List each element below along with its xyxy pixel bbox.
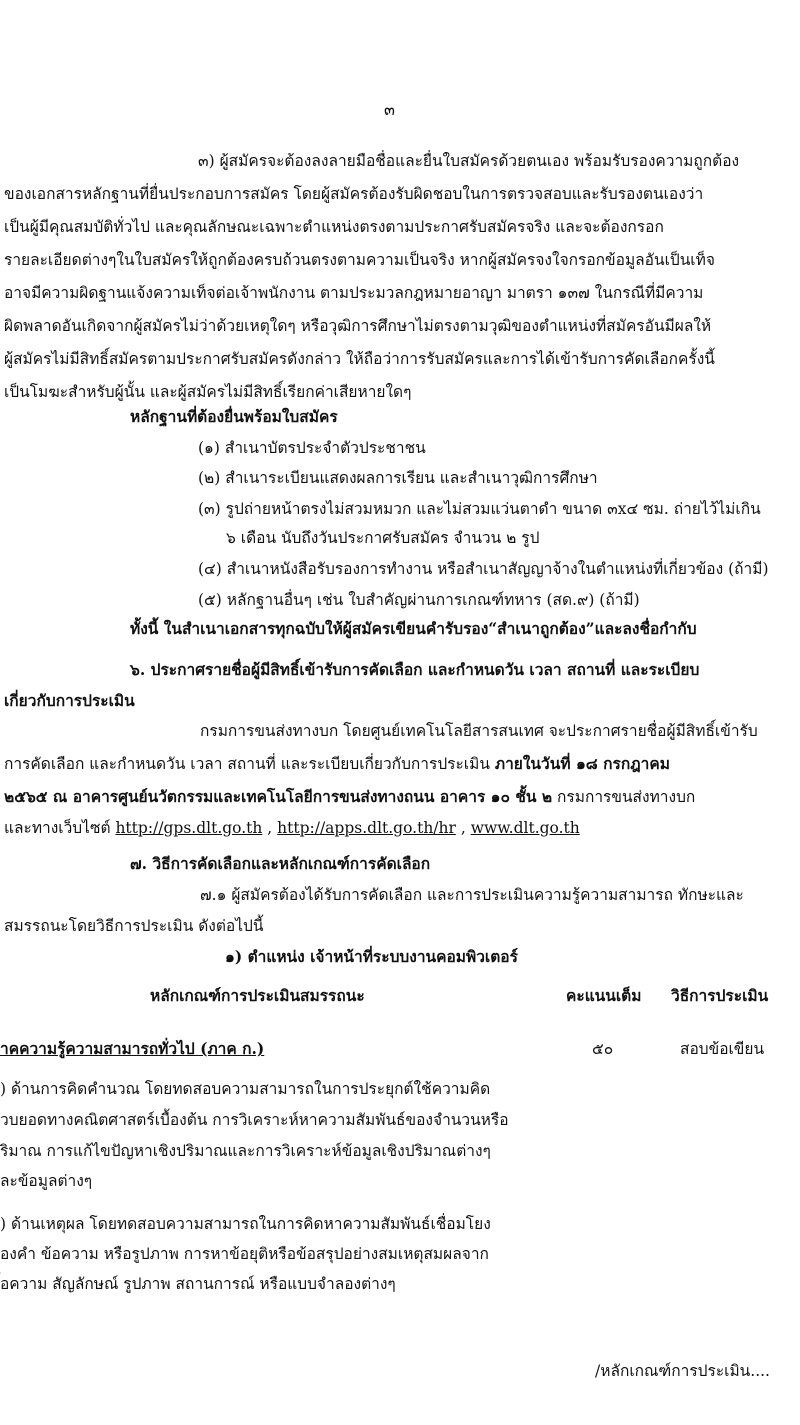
page-number: ๓ [384,100,395,119]
section6-heading: ๖. ประกาศรายชื่อผู้มีสิทธิ์เข้ารับการคัดเลือก และกำหนดวัน เวลา สถานที่ และระเบียบ [130,660,700,679]
section6-date: ภายในวันที่ ๑๘ กรกฎาคม [494,754,670,773]
section6-body-line [4,753,670,775]
header-criteria: หลักเกณฑ์การประเมินสมรรถนะ [150,986,365,1005]
evidence-item-cont: ๖ เดือน นับถึงวันประกาศรับสมัคร จำนวน ๒ รูป [226,529,540,547]
section6-location: ๒๕๖๕ ณ อาคารศูนย์นวัตกรรมและเทคโนโลยีการขนส่งทางถนน อาคาร ๑๐ ชั้น ๒ [4,787,553,806]
websites-prefix: และทางเว็บไซต์ [4,819,116,837]
row1-para1-line: ริมาณ การแก้ไขปัญหาเชิงปริมาณและการวิเคราะห์ข้อมูลเชิงปริมาณต่างๆ [0,1142,491,1160]
section6-body-line [4,786,695,808]
row1-title: าคความรู้ความสามารถทั่วไป (ภาค ก.) [0,1039,265,1058]
separator: , [455,819,471,837]
row1-para2-line: ้อความ สัญลักษณ์ รูปภาพ สถานการณ์ หรือแบบจำลองต่างๆ [0,1275,396,1293]
item3-line: ผิดพลาดอันเกิดจากผู้สมัครไม่ว่าด้วยเหตุใดๆ หรือวุฒิการศึกษาไม่ตรงตามวุฒิของตำแหน่งที่สมัครอันมีผลให้ [4,317,712,335]
item3-line: รายละเอียดต่างๆในใบสมัครให้ถูกต้องครบถ้วนตรงตามความเป็นจริง หากผู้สมัครจงใจกรอกข้อมูลอันเป็นเท็จ [4,251,715,269]
item3-line: ผู้สมัครไม่มีสิทธิ์สมัครตามประกาศรับสมัครดังกล่าว ให้ถือว่าการรับสมัครและการได้เข้ารับการคัดเลือกครั้งนี้ [4,350,715,368]
section6-body-text: การคัดเลือก และกำหนดวัน เวลา สถานที่ และระเบียบเกี่ยวกับการประเมิน [4,755,495,773]
item3-line: เป็นโมฆะสำหรับผู้นั้น และผู้สมัครไม่มีสิทธิ์เรียกค่าเสียหายใดๆ [4,383,412,401]
header-full-score: คะแนนเต็ม [566,986,642,1005]
section6-body-line: กรมการขนส่งทางบก โดยศูนย์เทคโนโลยีสารสนเทศ จะประกาศรายชื่อผู้มีสิทธิ์เข้ารับ [200,722,758,740]
item3-line: เป็นผู้มีคุณสมบัติทั่วไป และคุณลักษณะเฉพาะตำแหน่งตรงตามประกาศรับสมัครจริง และจะต้องกรอก [4,218,664,236]
link-dlt[interactable]: www.dlt.go.th [470,819,580,837]
item3-line: อาจมีความผิดฐานแจ้งความเท็จต่อเจ้าพนักงาน ตามประมวลกฎหมายอาญา มาตรา ๑๓๗ ในกรณีที่มีความ [4,284,704,302]
item3-line: ๓) ผู้สมัครจะต้องลงลายมือชื่อและยื่นใบสมัครด้วยตนเอง พร้อมรับรองความถูกต้อง [198,152,740,170]
item3-line: ของเอกสารหลักฐานที่ยื่นประกอบการสมัคร โดยผู้สมัครต้องรับผิดชอบในการตรวจสอบและรับรองตนเองว่า [4,185,704,203]
evidence-item: (๕) หลักฐานอื่นๆ เช่น ใบสำคัญผ่านการเกณฑ์ทหาร (สด.๙) (ถ้ามี) [198,591,640,609]
section7-sub-line: ๗.๑ ผู้สมัครต้องได้รับการคัดเลือก และการประเมินความรู้ความสามารถ ทักษะและ [200,886,744,904]
section6-body-text: กรมการขนส่งทางบก [552,788,696,806]
row1-score: ๕๐ [592,1040,614,1058]
section7-heading: ๗. วิธีการคัดเลือกและหลักเกณฑ์การคัดเลือก [130,854,431,873]
section7-sub-line: สมรรถนะโดยวิธีการประเมิน ดังต่อไปนี้ [4,917,264,935]
evidence-item: (๑) สำเนาบัตรประจำตัวประชาชน [198,439,426,457]
evidence-item: (๓) รูปถ่ายหน้าตรงไม่สวมหมวก และไม่สวมแว่นตาดำ ขนาด ๓x๔ ซม. ถ่ายไว้ไม่เกิน [198,500,761,518]
criteria-table [0,972,800,1300]
position-title: ๑) ตำแหน่ง เจ้าหน้าที่ระบบงานคอมพิวเตอร์ [225,947,518,966]
evidence-item: (๒) สำเนาระเบียนแสดงผลการเรียน และสำเนาวุฒิการศึกษา [198,469,598,487]
section6-heading-cont: เกี่ยวกับการประเมิน [4,691,135,710]
evidence-note: ทั้งนี้ ในสำเนาเอกสารทุกฉบับให้ผู้สมัครเขียนคำรับรอง“สำเนาถูกต้อง”และลงชื่อกำกับ [130,619,697,638]
section6-websites [4,817,580,839]
row1-method: สอบข้อเขียน [680,1040,765,1058]
row1-para1-line: วบยอดทางคณิตศาสตร์เบื้องต้น การวิเคราะห์หาความสัมพันธ์ของจำนวนหรือ [0,1111,509,1129]
separator: , [262,819,278,837]
evidence-item: (๔) สำเนาหนังสือรับรองการทำงาน หรือสำเนาสัญญาจ้างในตำแหน่งที่เกี่ยวข้อง (ถ้ามี) [198,560,769,578]
row1-para1-line: ละข้อมูลต่างๆ [0,1172,93,1190]
continuation-note: /หลักเกณฑ์การประเมิน.... [595,1362,770,1380]
row1-para2-line: ) ด้านเหตุผล โดยทดสอบความสามารถในการคิดหาความสัมพันธ์เชื่อมโยง [0,1215,491,1233]
evidence-heading: หลักฐานที่ต้องยื่นพร้อมใบสมัคร [130,407,338,426]
header-method: วิธีการประเมิน [671,986,769,1005]
row1-para2-line: องคำ ข้อความ หรือรูปภาพ การหาข้อยุติหรือข้อสรุปอย่างสมเหตุสมผลจาก [0,1245,489,1263]
link-gps[interactable]: http://gps.dlt.go.th [115,819,263,837]
row1-para1-line: ) ด้านการคิดคำนวณ โดยทดสอบความสามารถในการประยุกต์ใช้ความคิด [0,1080,491,1098]
link-apps-hr[interactable]: http://apps.dlt.go.th/hr [277,819,456,837]
